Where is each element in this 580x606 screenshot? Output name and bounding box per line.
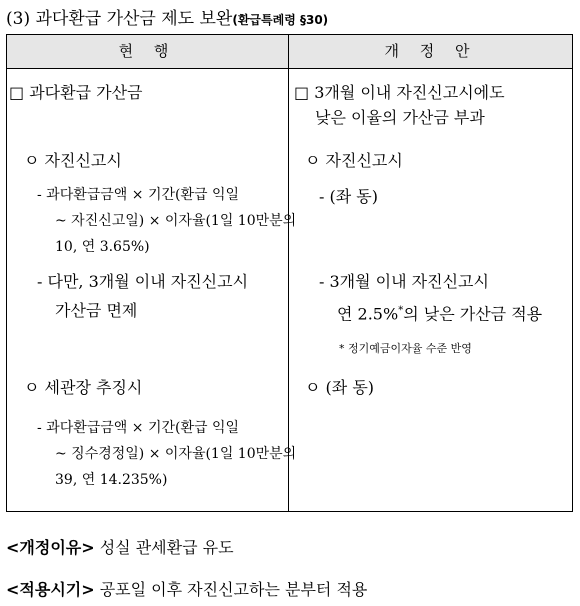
reason-text: 성실 관세환급 유도 (94, 538, 234, 557)
current-exempt-line-1: - 다만, 3개월 이내 자진신고시 (37, 272, 249, 291)
current-formula-line-1: - 과다환급금액 × 기간(환급 익일 (37, 187, 240, 203)
revised-same-1: - (좌 동) (319, 187, 378, 206)
section-title (6, 4, 328, 29)
timing-label: <적용시기> (6, 580, 95, 599)
current-customs: ㅇ 세관장 추징시 (24, 378, 143, 397)
revised-rate-line-2 (337, 300, 542, 325)
current-customs-line-2: ~ 징수경정일) × 이자율(1일 10만분의 (55, 446, 297, 462)
header-current: 현 행 (118, 42, 177, 60)
current-customs-line-3: 39, 연 14.235%) (55, 472, 168, 488)
section-title-text: (3) 과다환급 가산금 제도 보완 (6, 9, 233, 29)
current-exempt-line-2: 가산금 면제 (55, 301, 138, 320)
column-divider (288, 35, 289, 511)
current-self-report: ㅇ 자진신고시 (24, 151, 122, 170)
current-customs-line-1: - 과다환급금액 × 기간(환급 익일 (37, 420, 240, 436)
table-header-row (7, 35, 572, 69)
revised-self-report: ㅇ 자진신고시 (305, 151, 403, 170)
section-title-reference: (환급특례령 §30) (232, 13, 329, 27)
revised-rate-prefix: 연 2.5% (337, 304, 399, 324)
reason-label: <개정이유> (6, 538, 95, 557)
reason-line (6, 535, 234, 558)
current-formula-line-2: ~ 자진신고일) × 이자율(1일 10만분의 (55, 213, 297, 229)
revised-heading-line-2: 낮은 이율의 가산금 부과 (315, 108, 485, 127)
header-revised: 개 정 안 (384, 42, 478, 60)
revised-rate-suffix: 의 낮은 가산금 적용 (403, 304, 543, 324)
timing-line (6, 577, 367, 600)
revised-customs-same: ㅇ (좌 동) (305, 378, 375, 397)
revised-footnote: * 정기예금이자율 수준 반영 (339, 342, 472, 355)
timing-text: 공포일 이후 자진신고하는 분부터 적용 (94, 580, 368, 599)
comparison-table (6, 34, 573, 512)
revised-heading-line-1: □ 3개월 이내 자진신고시에도 (294, 83, 505, 102)
revised-rate-line-1: - 3개월 이내 자진신고시 (319, 272, 489, 291)
current-formula-line-3: 10, 연 3.65%) (55, 239, 150, 255)
revised-rate-mark: * (398, 305, 404, 316)
current-heading: □ 과다환급 가산금 (9, 83, 143, 102)
